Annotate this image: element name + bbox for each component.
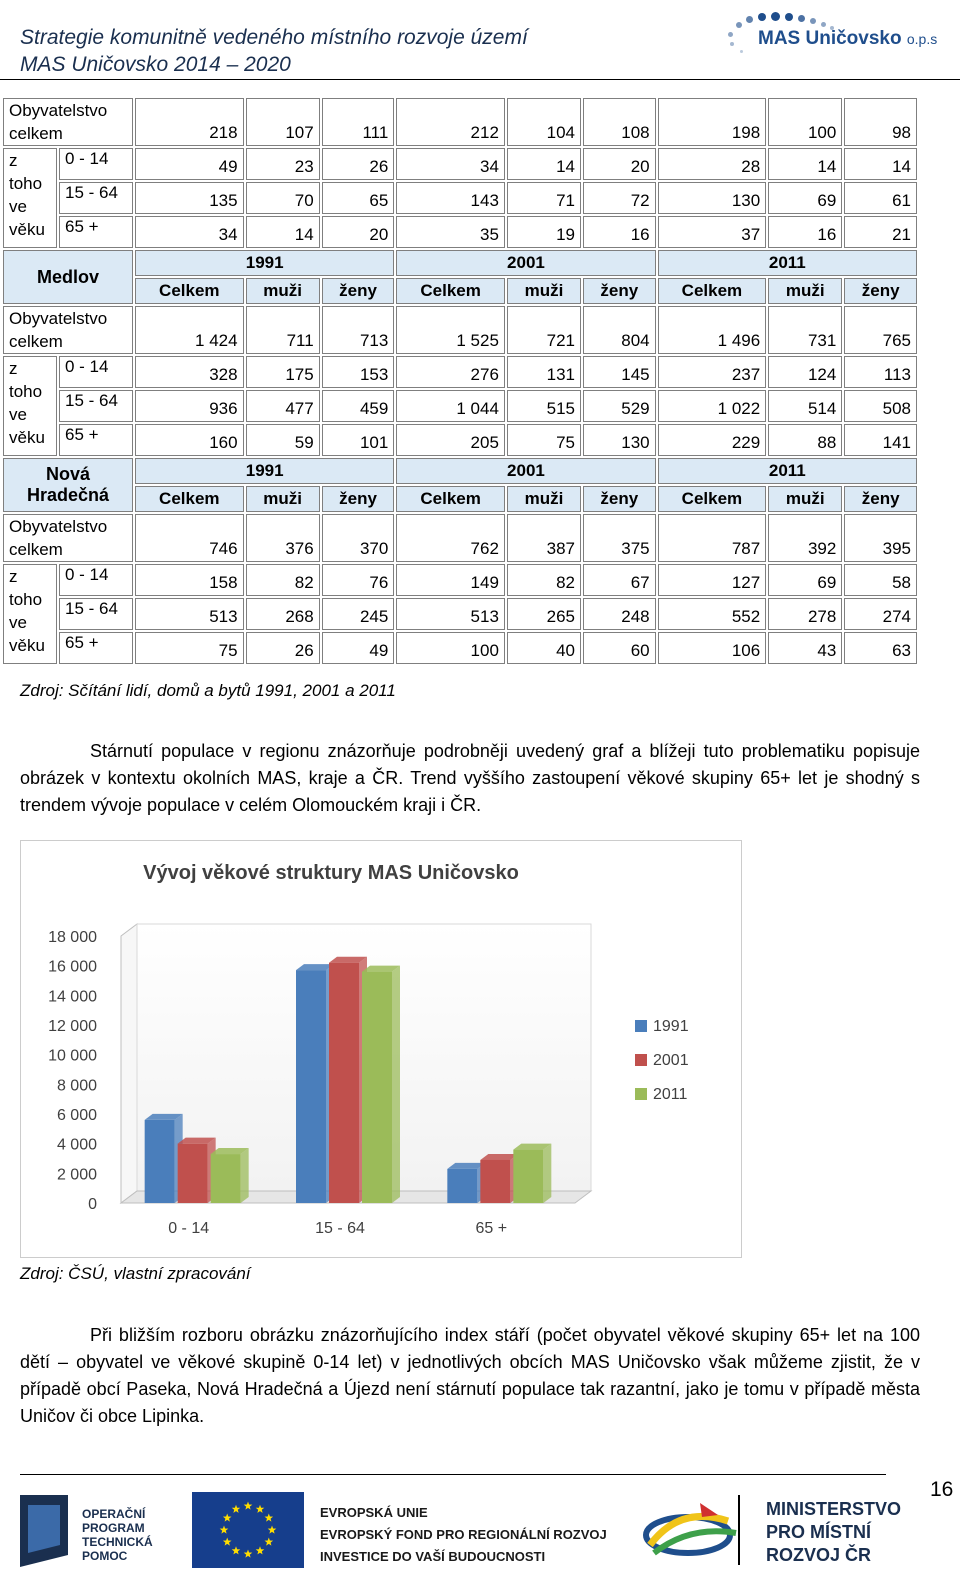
sub-header: Celkem bbox=[396, 486, 505, 512]
chart-side-wall bbox=[121, 924, 137, 1203]
table-header-sub bbox=[3, 486, 917, 512]
row-label-line1: Obyvatelstvo bbox=[9, 101, 108, 120]
sub-header: muži bbox=[246, 486, 320, 512]
table-cell: 721 bbox=[507, 306, 581, 354]
sub-header: muži bbox=[507, 278, 581, 304]
optp-mark-icon bbox=[20, 1495, 80, 1567]
sub-header: ženy bbox=[583, 486, 656, 512]
table-cell: 58 bbox=[844, 564, 917, 596]
table-cell: 26 bbox=[246, 632, 320, 664]
place-name: Nová Hradečná bbox=[3, 458, 133, 512]
y-tick-label: 10 000 bbox=[48, 1047, 97, 1065]
table-row-age bbox=[3, 598, 917, 630]
row-label-line2: celkem bbox=[9, 540, 63, 559]
table-cell: 67 bbox=[583, 564, 656, 596]
year-header: 1991 bbox=[135, 458, 394, 484]
bar-2011-0 bbox=[211, 1148, 249, 1203]
table-cell: 100 bbox=[396, 632, 505, 664]
table-cell: 153 bbox=[322, 356, 395, 388]
age-range-label: 15 - 64 bbox=[59, 598, 133, 630]
sub-header: ženy bbox=[844, 486, 917, 512]
table-cell: 28 bbox=[658, 148, 767, 180]
y-tick-label: 4 000 bbox=[56, 1136, 97, 1154]
table-cell: 76 bbox=[322, 564, 395, 596]
page-number: 16 bbox=[930, 1478, 954, 1501]
table-row-age bbox=[3, 356, 917, 388]
age-structure-chart bbox=[20, 840, 742, 1258]
table-row-age bbox=[3, 632, 917, 664]
row-label-line2: celkem bbox=[9, 124, 63, 143]
table-cell: 276 bbox=[396, 356, 505, 388]
x-tick-label: 0 - 14 bbox=[168, 1220, 210, 1237]
bar-front bbox=[329, 963, 359, 1203]
table-row-age bbox=[3, 564, 917, 596]
table-cell: 765 bbox=[844, 306, 917, 354]
row-label-line1: Obyvatelstvo bbox=[9, 517, 108, 536]
chart-source: Zdroj: ČSÚ, vlastní zpracování bbox=[20, 1264, 251, 1283]
place-name: Medlov bbox=[3, 250, 133, 304]
chart-svg bbox=[21, 841, 741, 1257]
row-label-line2: celkem bbox=[9, 332, 63, 351]
table-cell: 131 bbox=[507, 356, 581, 388]
bar-side bbox=[543, 1144, 551, 1203]
y-tick-label: 8 000 bbox=[56, 1077, 97, 1095]
age-group-word: ve bbox=[9, 613, 27, 632]
table-cell: 141 bbox=[844, 424, 917, 456]
table-cell: 515 bbox=[507, 390, 581, 422]
age-group-label bbox=[3, 356, 57, 456]
table-cell: 387 bbox=[507, 514, 581, 562]
table-row-age bbox=[3, 182, 917, 214]
sub-header: Celkem bbox=[396, 278, 505, 304]
table-cell: 198 bbox=[658, 98, 767, 146]
age-group-word: toho bbox=[9, 382, 43, 401]
sub-header: ženy bbox=[322, 278, 395, 304]
age-group-label bbox=[3, 148, 57, 248]
table-cell: 274 bbox=[844, 598, 917, 630]
table-cell: 552 bbox=[658, 598, 767, 630]
table-cell: 158 bbox=[135, 564, 244, 596]
logo-text: MAS Uničovsko o.p.s bbox=[758, 28, 938, 49]
y-tick-label: 16 000 bbox=[48, 958, 97, 976]
table-cell: 149 bbox=[396, 564, 505, 596]
bar-front bbox=[211, 1154, 241, 1203]
bar-front bbox=[513, 1150, 543, 1203]
eu-star-icon bbox=[223, 1514, 232, 1522]
table-row-age bbox=[3, 390, 917, 422]
legend-swatch bbox=[635, 1088, 647, 1100]
table-cell: 762 bbox=[396, 514, 505, 562]
footer-divider bbox=[20, 1474, 886, 1475]
table-cell: 477 bbox=[246, 390, 320, 422]
sub-header: Celkem bbox=[658, 486, 767, 512]
bar-2011-2 bbox=[513, 1144, 551, 1203]
age-range-label: 15 - 64 bbox=[59, 182, 133, 214]
y-tick-label: 0 bbox=[88, 1196, 97, 1213]
table-cell: 459 bbox=[322, 390, 395, 422]
table-cell: 16 bbox=[768, 216, 842, 248]
table-cell: 513 bbox=[135, 598, 244, 630]
table-cell: 69 bbox=[768, 564, 842, 596]
table-cell: 63 bbox=[844, 632, 917, 664]
age-group-word: ve bbox=[9, 197, 27, 216]
age-group-word: toho bbox=[9, 590, 43, 609]
table-cell: 713 bbox=[322, 306, 395, 354]
bar-front bbox=[447, 1169, 477, 1203]
table-cell: 160 bbox=[135, 424, 244, 456]
legend-label: 2001 bbox=[653, 1052, 689, 1069]
paragraph-2-text: Při bližším rozboru obrázku znázorňujícího index stáří (počet obyvatel věkové skupiny 65+ let na 100 dětí – obyvatel ve věkové skupině 0-14 let) v jednotlivých obcích MAS Uničovsko však můžeme zjistit, že v případě obcí Paseka, Nová Hradečná a Újezd není stárnutí populace tak razantní, jako je tomu v případě města Uničov či obce Lipinka. bbox=[20, 1325, 920, 1426]
table-cell: 529 bbox=[583, 390, 656, 422]
y-tick-label: 18 000 bbox=[48, 929, 97, 946]
table-cell: 175 bbox=[246, 356, 320, 388]
eu-star-icon bbox=[265, 1538, 274, 1546]
optp-text: OPERAČNÍ PROGRAM TECHNICKÁ POMOC bbox=[82, 1507, 153, 1563]
table-cell: 35 bbox=[396, 216, 505, 248]
sub-header: Celkem bbox=[658, 278, 767, 304]
table-row bbox=[3, 514, 917, 562]
table-cell: 124 bbox=[768, 356, 842, 388]
table-cell: 746 bbox=[135, 514, 244, 562]
header-title-line1: Strategie komunitně vedeného místního rozvoje území bbox=[20, 26, 528, 49]
bar-2001-0 bbox=[178, 1138, 216, 1203]
age-range-label: 0 - 14 bbox=[59, 148, 133, 180]
table-cell: 61 bbox=[844, 182, 917, 214]
table-cell: 1 525 bbox=[396, 306, 505, 354]
year-header: 2001 bbox=[396, 458, 655, 484]
age-group-word: z bbox=[9, 567, 18, 586]
table-cell: 392 bbox=[768, 514, 842, 562]
table-cell: 328 bbox=[135, 356, 244, 388]
bar-side bbox=[241, 1148, 249, 1203]
table-cell: 108 bbox=[583, 98, 656, 146]
table-cell: 43 bbox=[768, 632, 842, 664]
paragraph-1-text: Stárnutí populace v regionu znázorňuje podrobněji uvedený graf a blížeji tuto problematiku popisuje obrázek v kontextu okolních MAS, kraje a ČR. Trend vyššího zastoupení věkové skupiny 65+ let je shodný s trendem vývoje populace v celém Olomouckém kraji i ČR. bbox=[20, 741, 920, 815]
bar-1991-0 bbox=[145, 1114, 183, 1203]
table-cell: 268 bbox=[246, 598, 320, 630]
eu-star-icon bbox=[220, 1526, 229, 1534]
table-cell: 65 bbox=[322, 182, 395, 214]
table-cell: 395 bbox=[844, 514, 917, 562]
table-header-years bbox=[3, 250, 917, 276]
age-group-word: věku bbox=[9, 636, 45, 655]
table-cell: 82 bbox=[507, 564, 581, 596]
row-label-line1: Obyvatelstvo bbox=[9, 309, 108, 328]
table-cell: 14 bbox=[507, 148, 581, 180]
table-cell: 106 bbox=[658, 632, 767, 664]
year-header: 2001 bbox=[396, 250, 655, 276]
year-header: 2011 bbox=[658, 458, 917, 484]
table-row-age bbox=[3, 424, 917, 456]
header-title-line2: MAS Uničovsko 2014 – 2020 bbox=[20, 53, 291, 76]
table-cell: 130 bbox=[658, 182, 767, 214]
bar-front bbox=[178, 1144, 208, 1203]
table-cell: 218 bbox=[135, 98, 244, 146]
sub-header: ženy bbox=[583, 278, 656, 304]
table-cell: 20 bbox=[583, 148, 656, 180]
row-label-total bbox=[3, 514, 133, 562]
bar-front bbox=[362, 972, 392, 1203]
eu-star-icon bbox=[244, 1550, 253, 1558]
table-cell: 1 424 bbox=[135, 306, 244, 354]
optp-logo bbox=[20, 1495, 170, 1567]
table-cell: 804 bbox=[583, 306, 656, 354]
sub-header: ženy bbox=[322, 486, 395, 512]
table-cell: 14 bbox=[246, 216, 320, 248]
eu-star-icon bbox=[232, 1546, 241, 1554]
table-cell: 20 bbox=[322, 216, 395, 248]
table-cell: 135 bbox=[135, 182, 244, 214]
age-range-label: 0 - 14 bbox=[59, 356, 133, 388]
bar-front bbox=[480, 1160, 510, 1203]
table-cell: 70 bbox=[246, 182, 320, 214]
paragraph-2 bbox=[20, 1322, 920, 1430]
sub-header: ženy bbox=[844, 278, 917, 304]
bar-2001-1 bbox=[329, 957, 367, 1203]
table-cell: 82 bbox=[246, 564, 320, 596]
x-tick-label: 15 - 64 bbox=[315, 1220, 365, 1237]
age-range-label: 65 + bbox=[59, 632, 133, 664]
table-cell: 731 bbox=[768, 306, 842, 354]
table-cell: 376 bbox=[246, 514, 320, 562]
table-cell: 104 bbox=[507, 98, 581, 146]
age-group-word: z bbox=[9, 151, 18, 170]
legend-label: 2011 bbox=[653, 1086, 688, 1103]
table-cell: 75 bbox=[135, 632, 244, 664]
sub-header: muži bbox=[507, 486, 581, 512]
eu-star-icon bbox=[232, 1505, 241, 1513]
table-header-sub bbox=[3, 278, 917, 304]
table-cell: 101 bbox=[322, 424, 395, 456]
x-tick-label: 65 + bbox=[475, 1220, 508, 1237]
table-cell: 514 bbox=[768, 390, 842, 422]
table-cell: 513 bbox=[396, 598, 505, 630]
table-cell: 1 022 bbox=[658, 390, 767, 422]
eu-star-icon bbox=[223, 1538, 232, 1546]
population-table bbox=[1, 96, 919, 666]
table-cell: 100 bbox=[768, 98, 842, 146]
eu-star-icon bbox=[265, 1514, 274, 1522]
legend-label: 1991 bbox=[653, 1018, 689, 1035]
table-cell: 237 bbox=[658, 356, 767, 388]
bar-1991-2 bbox=[447, 1163, 485, 1203]
legend-swatch bbox=[635, 1054, 647, 1066]
table-cell: 69 bbox=[768, 182, 842, 214]
table-cell: 1 044 bbox=[396, 390, 505, 422]
table-cell: 212 bbox=[396, 98, 505, 146]
age-group-word: z bbox=[9, 359, 18, 378]
table-cell: 107 bbox=[246, 98, 320, 146]
age-group-word: věku bbox=[9, 428, 45, 447]
table-cell: 75 bbox=[507, 424, 581, 456]
table-cell: 787 bbox=[658, 514, 767, 562]
table-cell: 14 bbox=[768, 148, 842, 180]
table-cell: 508 bbox=[844, 390, 917, 422]
bar-front bbox=[296, 970, 326, 1203]
document-header bbox=[20, 24, 528, 78]
age-range-label: 65 + bbox=[59, 424, 133, 456]
table-cell: 370 bbox=[322, 514, 395, 562]
year-header: 2011 bbox=[658, 250, 917, 276]
table-cell: 14 bbox=[844, 148, 917, 180]
table-row-age bbox=[3, 148, 917, 180]
sub-header: muži bbox=[768, 278, 842, 304]
table-cell: 37 bbox=[658, 216, 767, 248]
y-tick-label: 14 000 bbox=[48, 988, 97, 1006]
y-tick-label: 12 000 bbox=[48, 1018, 97, 1035]
table-cell: 130 bbox=[583, 424, 656, 456]
sub-header: muži bbox=[768, 486, 842, 512]
bar-side bbox=[392, 966, 400, 1203]
table-cell: 265 bbox=[507, 598, 581, 630]
table-cell: 34 bbox=[396, 148, 505, 180]
table-cell: 49 bbox=[135, 148, 244, 180]
table-cell: 145 bbox=[583, 356, 656, 388]
table-cell: 143 bbox=[396, 182, 505, 214]
table-cell: 205 bbox=[396, 424, 505, 456]
table-source: Zdroj: Sčítání lidí, domů a bytů 1991, 2001 a 2011 bbox=[20, 681, 396, 700]
age-group-label bbox=[3, 564, 57, 664]
table-cell: 98 bbox=[844, 98, 917, 146]
table-cell: 21 bbox=[844, 216, 917, 248]
table-cell: 248 bbox=[583, 598, 656, 630]
y-tick-label: 6 000 bbox=[56, 1107, 97, 1124]
bar-2011-1 bbox=[362, 966, 400, 1203]
table-cell: 1 496 bbox=[658, 306, 767, 354]
table-cell: 229 bbox=[658, 424, 767, 456]
table-cell: 113 bbox=[844, 356, 917, 388]
table-cell: 245 bbox=[322, 598, 395, 630]
bar-front bbox=[145, 1120, 175, 1203]
sub-header: muži bbox=[246, 278, 320, 304]
table-cell: 711 bbox=[246, 306, 320, 354]
table-row bbox=[3, 98, 917, 146]
table-cell: 40 bbox=[507, 632, 581, 664]
table-cell: 19 bbox=[507, 216, 581, 248]
eu-star-icon bbox=[244, 1502, 253, 1510]
table-cell: 127 bbox=[658, 564, 767, 596]
paragraph-1 bbox=[20, 738, 920, 819]
row-label-total bbox=[3, 306, 133, 354]
table-cell: 111 bbox=[322, 98, 395, 146]
sub-header: Celkem bbox=[135, 278, 244, 304]
table-cell: 936 bbox=[135, 390, 244, 422]
age-group-word: věku bbox=[9, 220, 45, 239]
eu-star-icon bbox=[268, 1526, 277, 1534]
table-cell: 278 bbox=[768, 598, 842, 630]
mmr-emblem-icon bbox=[640, 1495, 750, 1565]
table-cell: 26 bbox=[322, 148, 395, 180]
eu-star-icon bbox=[256, 1546, 265, 1554]
table-cell: 60 bbox=[583, 632, 656, 664]
table-cell: 59 bbox=[246, 424, 320, 456]
legend-swatch bbox=[635, 1020, 647, 1032]
table-row bbox=[3, 306, 917, 354]
table-cell: 34 bbox=[135, 216, 244, 248]
y-tick-label: 2 000 bbox=[56, 1166, 97, 1184]
table-cell: 88 bbox=[768, 424, 842, 456]
year-header: 1991 bbox=[135, 250, 394, 276]
age-range-label: 0 - 14 bbox=[59, 564, 133, 596]
age-range-label: 65 + bbox=[59, 216, 133, 248]
bar-1991-1 bbox=[296, 964, 334, 1203]
table-cell: 72 bbox=[583, 182, 656, 214]
header-divider bbox=[0, 79, 960, 80]
eu-text: EVROPSKÁ UNIE EVROPSKÝ FOND PRO REGIONÁLNÍ ROZVOJ INVESTICE DO VAŠÍ BUDOUCNOSTI bbox=[320, 1505, 607, 1564]
age-group-word: ve bbox=[9, 405, 27, 424]
chart-title: Vývoj věkové struktury MAS Uničovsko bbox=[143, 862, 519, 884]
table-cell: 375 bbox=[583, 514, 656, 562]
eu-star-icon bbox=[256, 1505, 265, 1513]
table-cell: 23 bbox=[246, 148, 320, 180]
table-cell: 49 bbox=[322, 632, 395, 664]
eu-flag-icon bbox=[192, 1492, 304, 1568]
table-cell: 71 bbox=[507, 182, 581, 214]
table-header-years bbox=[3, 458, 917, 484]
sub-header: Celkem bbox=[135, 486, 244, 512]
bar-2001-2 bbox=[480, 1154, 518, 1203]
mmr-text: MINISTERSTVO PRO MÍSTNÍ ROZVOJ ČR bbox=[766, 1499, 902, 1565]
row-label-total bbox=[3, 98, 133, 146]
age-range-label: 15 - 64 bbox=[59, 390, 133, 422]
mas-logo bbox=[726, 10, 941, 65]
age-group-word: toho bbox=[9, 174, 43, 193]
table-cell: 16 bbox=[583, 216, 656, 248]
table-row-age bbox=[3, 216, 917, 248]
